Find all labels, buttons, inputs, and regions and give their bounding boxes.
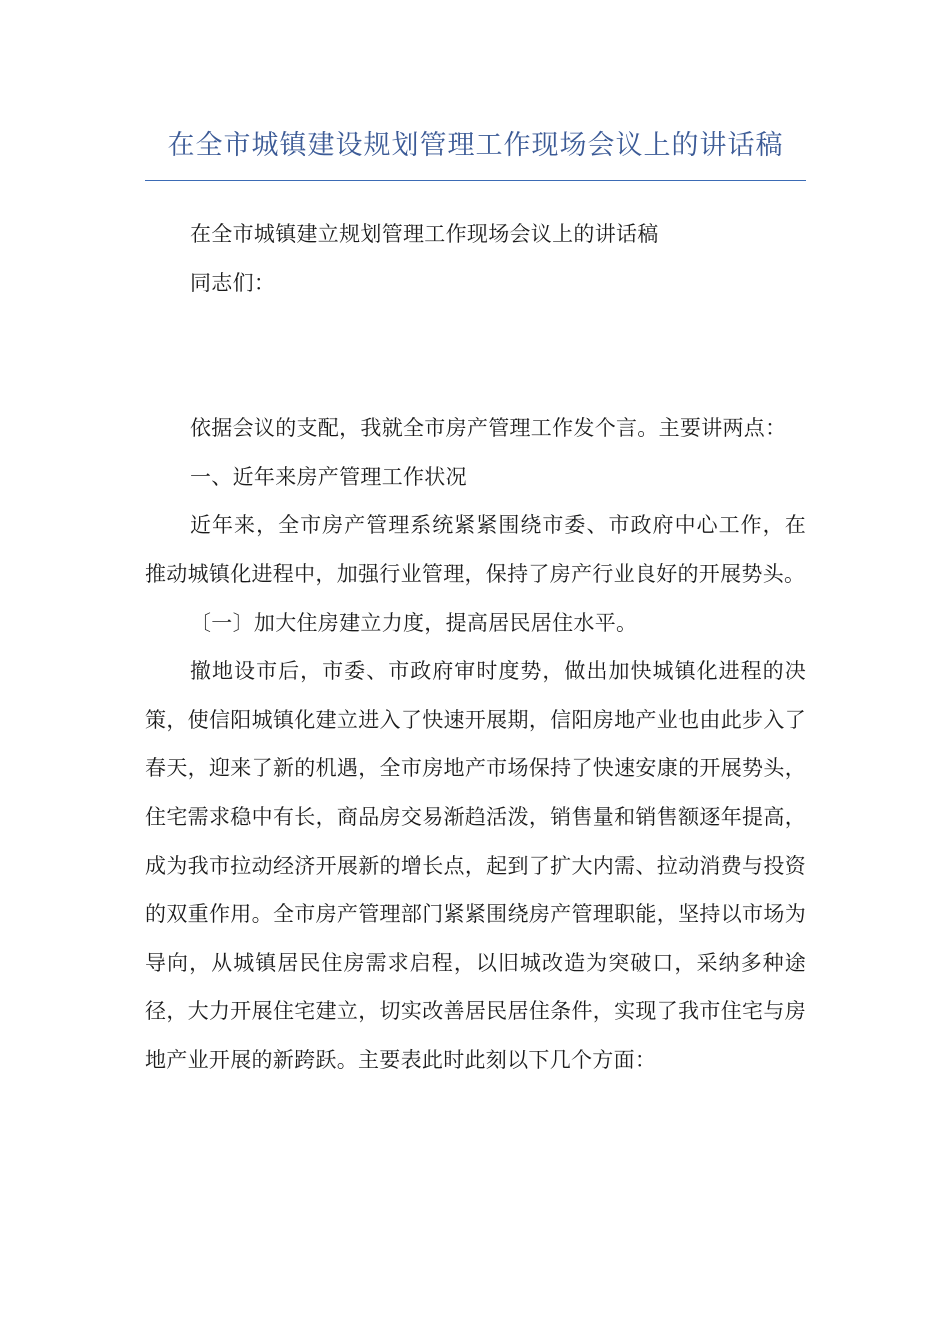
body-paragraph: 撤地设市后，市委、市政府审时度势，做出加快城镇化进程的决策，使信阳城镇化建立进入了快速开展期，信阳房地产业也由此步入了春天，迎来了新的机遇，全市房地产市场保持了快速安康的开展势头，住宅需求稳中有长，商品房交易渐趋活泼，销售量和销售额逐年提高，成为我市拉动经济开展新的增长点，起到了扩大内需、拉动消费与投资的双重作用。全市房产管理部门紧紧围绕房产管理职能，坚持以市场为导向，从城镇居民住房需求启程，以旧城改造为突破口，采纳多种途径，大力开展住宅建立，切实改善居民居住条件，实现了我市住宅与房地产业开展的新跨跃。主要表此时此刻以下几个方面： bbox=[145, 659, 806, 1072]
document-title: 在全市城镇建设规划管理工作现场会议上的讲话稿 bbox=[167, 130, 784, 161]
section-heading: 一、近年来房产管理工作状况 bbox=[190, 464, 467, 489]
body-paragraph: 近年来，全市房产管理系统紧紧围绕市委、市政府中心工作，在推动城镇化进程中，加强行业管理，保持了房产行业良好的开展势头。 bbox=[145, 513, 806, 586]
blank-space bbox=[145, 307, 806, 404]
subtitle-paragraph: 在全市城镇建立规划管理工作现场会议上的讲话稿 bbox=[190, 222, 659, 246]
intro-paragraph: 依据会议的支配，我就全市房产管理工作发个言。主要讲两点： bbox=[190, 416, 787, 441]
document-body bbox=[145, 210, 806, 1085]
title-underline bbox=[145, 180, 806, 181]
subsection-heading: 〔一〕加大住房建立力度，提高居民居住水平。 bbox=[190, 610, 638, 635]
salutation-paragraph: 同志们： bbox=[190, 270, 276, 295]
